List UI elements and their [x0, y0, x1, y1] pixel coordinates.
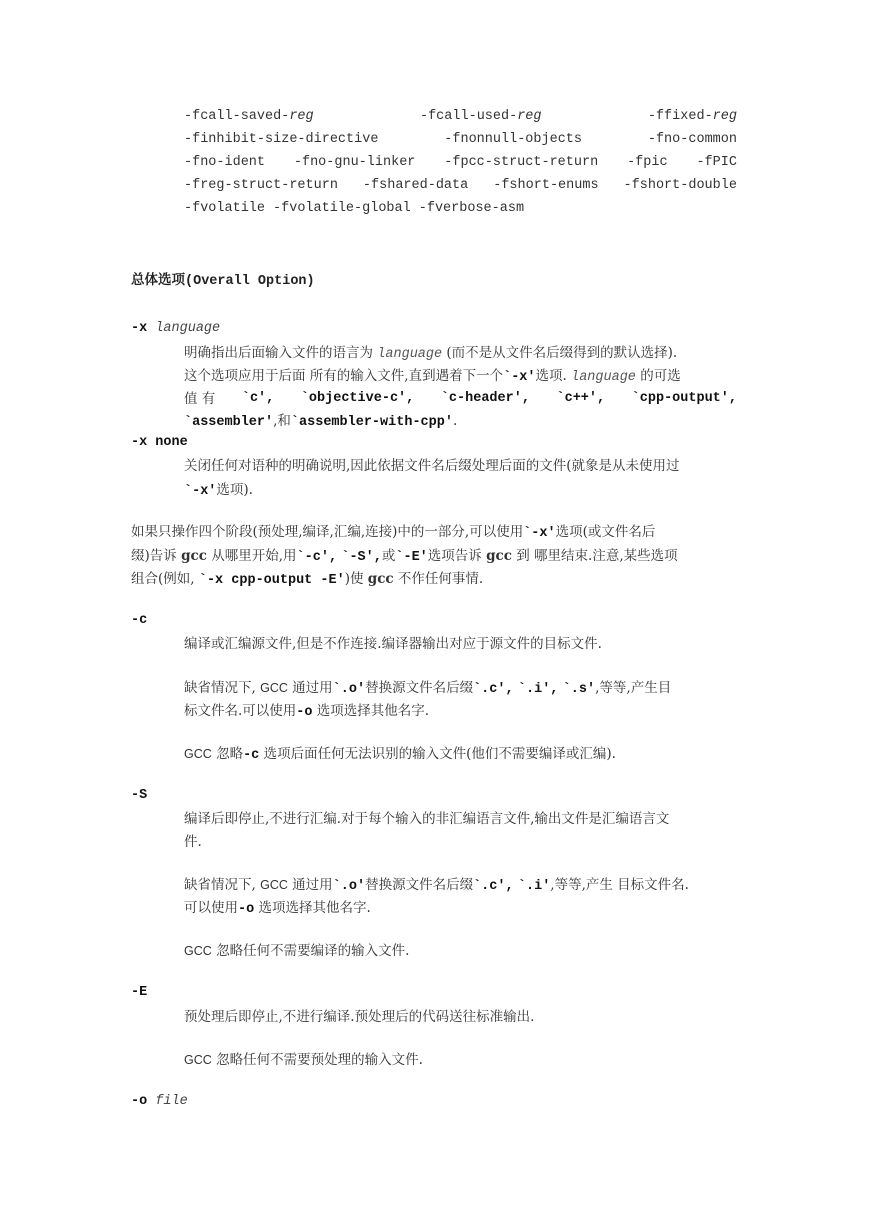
option-ffixed: -ffixed-reg	[647, 109, 737, 124]
E-desc-2: GCC 忽略任何不需要预处理的输入文件.	[184, 1052, 423, 1068]
E-desc-1: 预处理后即停止,不进行编译.预处理后的代码送往标准输出.	[184, 1009, 535, 1025]
S-desc-1a: 编译后即停止,不进行汇编.对于每个输入的非汇编语言文件,输出文件是汇编语言文	[184, 811, 670, 827]
option-item: -fvolatile	[184, 201, 266, 216]
section-heading: 总体选项(Overall Option)	[131, 272, 315, 289]
option-fcall-used: -fcall-used-reg	[419, 109, 542, 124]
term-S: -S	[131, 788, 148, 803]
option-item: -fPIC	[696, 155, 737, 170]
S-desc-1b: 件.	[184, 834, 202, 850]
c-desc-2a: 缺省情况下, GCC 通过用`.o'替换源文件名后缀`.c', `.i', `.s',等等,产生目	[184, 680, 672, 697]
term-o-file: -o file	[131, 1094, 188, 1109]
option-row-2	[184, 128, 737, 151]
option-item: -fnonnull-objects	[444, 132, 583, 147]
option-item: -fpic	[627, 155, 668, 170]
option-item: -fno-ident	[184, 155, 266, 170]
option-item: -fvolatile-global	[273, 201, 411, 216]
option-item: -fshort-double	[623, 178, 737, 193]
option-row-3	[184, 151, 737, 174]
option-item: -fno-gnu-linker	[293, 155, 416, 170]
option-row-1	[184, 105, 737, 128]
term-x-language: -x language	[131, 321, 221, 336]
para-line-2: 缀)告诉 gcc 从哪里开始,用`-c', `-S',或`-E'选项告诉 gcc 到 哪里结束.注意,某些选项	[131, 548, 678, 565]
option-item: -fno-common	[647, 132, 737, 147]
machine-option-list	[184, 105, 737, 220]
option-item: -freg-struct-return	[184, 178, 338, 193]
c-desc-1: 编译或汇编源文件,但是不作连接.编译器输出对应于源文件的目标文件.	[184, 636, 602, 652]
term-x-none: -x none	[131, 435, 188, 450]
option-item: -fshort-enums	[493, 178, 599, 193]
S-desc-3: GCC 忽略任何不需要编译的输入文件.	[184, 943, 410, 959]
S-desc-2a: 缺省情况下, GCC 通过用`.o'替换源文件名后缀`.c', `.i',等等,产生 目标文件名.	[184, 877, 689, 894]
c-desc-2b: 标文件名.可以使用-o 选项选择其他名字.	[184, 703, 430, 720]
x-none-desc-line-1: 关闭任何对语种的明确说明,因此依据文件名后缀处理后面的文件(就象是从未使用过	[184, 458, 680, 474]
term-c: -c	[131, 613, 148, 628]
option-item: -fshared-data	[362, 178, 469, 193]
x-language-desc-line-3: 值 有 `c', `objective-c', `c-header', `c++', `cpp-output',	[184, 391, 737, 407]
S-desc-2b: 可以使用-o 选项选择其他名字.	[184, 900, 371, 917]
option-item: -fverbose-asm	[418, 201, 525, 216]
option-fcall-saved: -fcall-saved-reg	[184, 109, 314, 124]
para-line-3: 组合(例如, `-x cpp-output -E')使 gcc 不作任何事情.	[131, 571, 484, 588]
x-language-desc-line-1: 明确指出后面输入文件的语言为 language (而不是从文件名后缀得到的默认选择).	[184, 345, 678, 362]
option-row-5	[184, 197, 737, 220]
option-item: -fpcc-struct-return	[444, 155, 599, 170]
option-item: -finhibit-size-directive	[184, 132, 379, 147]
option-row-4	[184, 174, 737, 197]
x-language-desc-line-4: `assembler',和`assembler-with-cpp'.	[184, 413, 458, 430]
term-E: -E	[131, 985, 148, 1000]
x-language-desc-line-2: 这个选项应用于后面 所有的输入文件,直到遇着下一个`-x'选项. language 的可选	[184, 368, 681, 385]
c-desc-3: GCC 忽略-c 选项后面任何无法识别的输入文件(他们不需要编译或汇编).	[184, 746, 616, 763]
para-line-1: 如果只操作四个阶段(预处理,编译,汇编,连接)中的一部分,可以使用`-x'选项(或文件名后	[131, 524, 656, 541]
x-none-desc-line-2: `-x'选项).	[184, 482, 253, 499]
